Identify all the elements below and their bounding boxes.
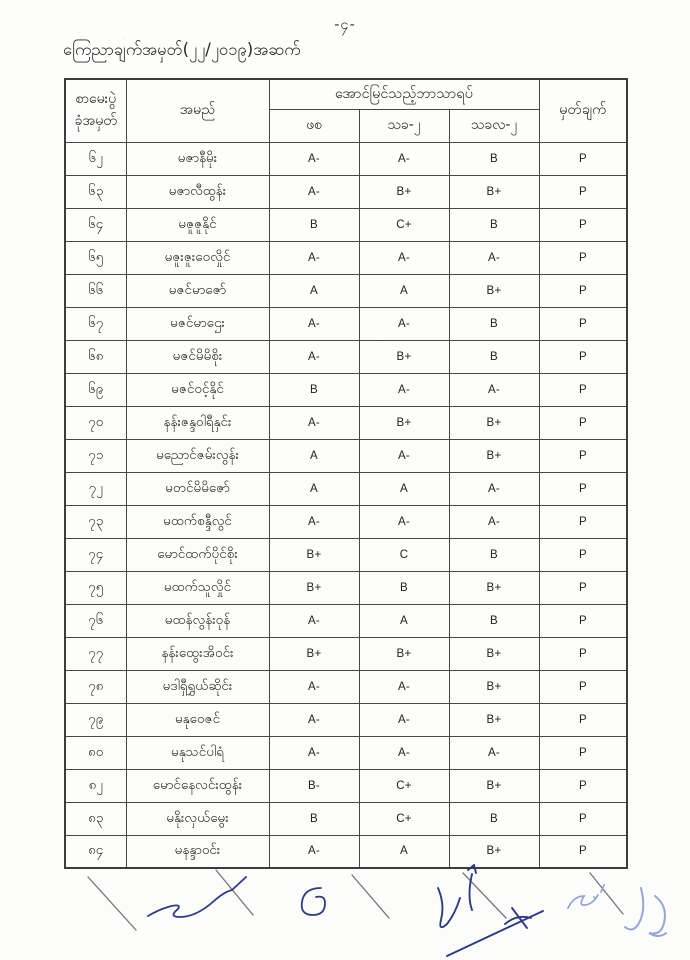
grade-cell-subject-2: A- xyxy=(359,142,449,175)
table-row xyxy=(65,538,627,571)
grade-cell-subject-2: C xyxy=(359,538,449,571)
roll-number-cell: ၇၆ xyxy=(65,604,126,637)
table-row xyxy=(65,340,627,373)
student-name-cell: မဇာနီမိုး xyxy=(126,142,269,175)
signature-ink-dark-blue-1 xyxy=(148,877,246,917)
grade-cell-subject-3: B xyxy=(449,538,539,571)
grade-cell-subject-2: B xyxy=(359,571,449,604)
grade-cell-subject-3: B xyxy=(449,604,539,637)
results-table-container xyxy=(64,78,628,869)
remark-cell: P xyxy=(539,670,627,703)
table-row xyxy=(65,505,627,538)
grade-cell-subject-3: B+ xyxy=(449,670,539,703)
student-name-cell: မဇာလီထွန်း xyxy=(126,175,269,208)
grade-cell-subject-2: C+ xyxy=(359,769,449,802)
student-name-cell: မနုသင်ပါရံ xyxy=(126,736,269,769)
roll-number-cell: ၆၉ xyxy=(65,373,126,406)
grade-cell-subject-1: A xyxy=(269,472,359,505)
remark-cell: P xyxy=(539,637,627,670)
roll-number-cell: ၆၇ xyxy=(65,307,126,340)
student-name-cell: နန်းဇန္ဒဝါရီနှင်း xyxy=(126,406,269,439)
table-row xyxy=(65,472,627,505)
grade-cell-subject-3: B+ xyxy=(449,769,539,802)
grade-cell-subject-2: A- xyxy=(359,703,449,736)
student-name-cell: မဇင်မိမိစိုး xyxy=(126,340,269,373)
roll-number-cell: ၇၀ xyxy=(65,406,126,439)
grade-cell-subject-2: B+ xyxy=(359,340,449,373)
remark-cell: P xyxy=(539,703,627,736)
roll-number-cell: ၈၀ xyxy=(65,736,126,769)
table-row xyxy=(65,175,627,208)
signature-strip xyxy=(0,864,690,960)
student-name-cell: နန်းထွေးအိဝင်း xyxy=(126,637,269,670)
signature-ink-light-blue-1 xyxy=(568,885,604,908)
table-row xyxy=(65,208,627,241)
table-row xyxy=(65,703,627,736)
table-row xyxy=(65,307,627,340)
grade-cell-subject-3: B+ xyxy=(449,406,539,439)
grade-cell-subject-2: A xyxy=(359,472,449,505)
roll-number-cell: ၆၈ xyxy=(65,340,126,373)
student-name-cell: မနန္ဒာဝင်း xyxy=(126,835,269,868)
grade-cell-subject-2: B+ xyxy=(359,406,449,439)
roll-number-cell: ၈၃ xyxy=(65,802,126,835)
grade-cell-subject-3: B+ xyxy=(449,637,539,670)
roll-number-cell: ၇၂ xyxy=(65,472,126,505)
roll-number-cell: ၆၅ xyxy=(65,241,126,274)
table-row xyxy=(65,241,627,274)
student-name-cell: မတင်မိမိဇော် xyxy=(126,472,269,505)
page-number: -၄- xyxy=(334,17,356,33)
grade-cell-subject-2: A- xyxy=(359,505,449,538)
grade-cell-subject-1: A- xyxy=(269,505,359,538)
header-roll-line2: ခုံအမှတ် xyxy=(74,112,117,129)
remark-cell: P xyxy=(539,373,627,406)
table-row xyxy=(65,571,627,604)
grade-cell-subject-3: B xyxy=(449,340,539,373)
remark-cell: P xyxy=(539,307,627,340)
student-name-cell: မဇူဇူနိုင် xyxy=(126,208,269,241)
signature-ink-dark-blue-2 xyxy=(302,888,325,915)
grade-cell-subject-1: A- xyxy=(269,340,359,373)
grade-cell-subject-3: A- xyxy=(449,505,539,538)
grade-cell-subject-2: C+ xyxy=(359,802,449,835)
table-row xyxy=(65,604,627,637)
student-name-cell: မဒါရှီရွှယ်ဆိုင်း xyxy=(126,670,269,703)
remark-cell: P xyxy=(539,835,627,868)
grade-cell-subject-1: A- xyxy=(269,835,359,868)
remark-cell: P xyxy=(539,175,627,208)
table-row xyxy=(65,670,627,703)
remark-cell: P xyxy=(539,142,627,175)
roll-number-cell: ၈၂ xyxy=(65,769,126,802)
grade-cell-subject-3: A- xyxy=(449,373,539,406)
grade-cell-subject-3: B xyxy=(449,307,539,340)
remark-cell: P xyxy=(539,406,627,439)
table-row xyxy=(65,802,627,835)
remark-cell: P xyxy=(539,538,627,571)
header-subject-1: ဖစ xyxy=(269,109,359,142)
roll-number-cell: ၆၂ xyxy=(65,142,126,175)
remark-cell: P xyxy=(539,241,627,274)
grade-cell-subject-3: B+ xyxy=(449,175,539,208)
student-name-cell: မဇင်မာဌေး xyxy=(126,307,269,340)
student-name-cell: မညောင်ဇမ်းလွန်း xyxy=(126,439,269,472)
table-row xyxy=(65,406,627,439)
table-row xyxy=(65,439,627,472)
grade-cell-subject-2: A- xyxy=(359,373,449,406)
pen-stroke-gray-marks xyxy=(88,870,623,930)
roll-number-cell: ၇၅ xyxy=(65,571,126,604)
roll-number-cell: ၇၉ xyxy=(65,703,126,736)
grade-cell-subject-1: A- xyxy=(269,142,359,175)
student-name-cell: မဇူးဇူးဝေလှိုင် xyxy=(126,241,269,274)
grade-cell-subject-1: A- xyxy=(269,241,359,274)
grade-cell-subject-1: A- xyxy=(269,670,359,703)
table-row xyxy=(65,736,627,769)
student-name-cell: မထက်သူလှိုင် xyxy=(126,571,269,604)
grade-cell-subject-2: B+ xyxy=(359,175,449,208)
roll-number-cell: ၇၄ xyxy=(65,538,126,571)
roll-number-cell: ၈၄ xyxy=(65,835,126,868)
grade-cell-subject-1: B xyxy=(269,208,359,241)
roll-number-cell: ၇၈ xyxy=(65,670,126,703)
header-subject-3: သခလ-၂ xyxy=(449,109,539,142)
grade-cell-subject-1: A- xyxy=(269,703,359,736)
signature-ink-dark-blue-3 xyxy=(438,865,543,956)
remark-cell: P xyxy=(539,274,627,307)
grade-cell-subject-3: A- xyxy=(449,472,539,505)
roll-number-cell: ၆၄ xyxy=(65,208,126,241)
grade-cell-subject-1: B xyxy=(269,802,359,835)
remark-cell: P xyxy=(539,802,627,835)
grade-cell-subject-1: A- xyxy=(269,175,359,208)
student-name-cell: မထက်စန္ဒီလွင် xyxy=(126,505,269,538)
grade-cell-subject-1: B+ xyxy=(269,571,359,604)
header-roll-line1: စာမေးပွဲ xyxy=(75,91,117,108)
student-name-cell: မဇင်ဝင့်နိုင် xyxy=(126,373,269,406)
header-name: အမည် xyxy=(126,79,269,142)
grade-cell-subject-3: B xyxy=(449,208,539,241)
roll-number-cell: ၇၇ xyxy=(65,637,126,670)
student-name-cell: မနုဝေဇင် xyxy=(126,703,269,736)
signature-ink-light-blue-2 xyxy=(625,888,666,936)
student-name-cell: မနိုးလှယ်မွေး xyxy=(126,802,269,835)
remark-cell: P xyxy=(539,208,627,241)
grade-cell-subject-2: A xyxy=(359,835,449,868)
table-row xyxy=(65,373,627,406)
header-roll-number xyxy=(65,79,126,142)
grade-cell-subject-2: A xyxy=(359,604,449,637)
header-remark: မှတ်ချက် xyxy=(539,79,627,142)
student-name-cell: မဇင်မာဇော် xyxy=(126,274,269,307)
remark-cell: P xyxy=(539,340,627,373)
grade-cell-subject-1: B+ xyxy=(269,538,359,571)
student-name-cell: မောင်ထက်ပိုင်စိုး xyxy=(126,538,269,571)
grade-cell-subject-2: C+ xyxy=(359,208,449,241)
grade-cell-subject-3: A- xyxy=(449,736,539,769)
roll-number-cell: ၆၃ xyxy=(65,175,126,208)
grade-cell-subject-1: A- xyxy=(269,736,359,769)
grade-cell-subject-1: A xyxy=(269,439,359,472)
remark-cell: P xyxy=(539,505,627,538)
remark-cell: P xyxy=(539,736,627,769)
grade-cell-subject-2: A- xyxy=(359,670,449,703)
grade-cell-subject-3: B+ xyxy=(449,571,539,604)
table-row xyxy=(65,769,627,802)
results-table-body xyxy=(65,142,627,868)
table-row xyxy=(65,142,627,175)
grade-cell-subject-1: A xyxy=(269,274,359,307)
grade-cell-subject-2: B+ xyxy=(359,637,449,670)
grade-cell-subject-2: A- xyxy=(359,241,449,274)
roll-number-cell: ၇၃ xyxy=(65,505,126,538)
remark-cell: P xyxy=(539,439,627,472)
roll-number-cell: ၆၆ xyxy=(65,274,126,307)
remark-cell: P xyxy=(539,604,627,637)
grade-cell-subject-1: A- xyxy=(269,406,359,439)
remark-cell: P xyxy=(539,769,627,802)
grade-cell-subject-3: B+ xyxy=(449,703,539,736)
grade-cell-subject-1: B- xyxy=(269,769,359,802)
grade-cell-subject-3: B xyxy=(449,142,539,175)
grade-cell-subject-3: B+ xyxy=(449,439,539,472)
grade-cell-subject-1: A- xyxy=(269,307,359,340)
grade-cell-subject-2: A xyxy=(359,274,449,307)
table-row xyxy=(65,274,627,307)
grade-cell-subject-1: B+ xyxy=(269,637,359,670)
student-name-cell: မောင်နေလင်းထွန်း xyxy=(126,769,269,802)
grade-cell-subject-3: B+ xyxy=(449,835,539,868)
table-row xyxy=(65,637,627,670)
grade-cell-subject-2: A- xyxy=(359,439,449,472)
header-passed-subjects-group: အောင်မြင်သည့်ဘာသာရပ် xyxy=(269,79,539,109)
grade-cell-subject-3: A- xyxy=(449,241,539,274)
grade-cell-subject-1: B xyxy=(269,373,359,406)
grade-cell-subject-3: B xyxy=(449,802,539,835)
remark-cell: P xyxy=(539,472,627,505)
header-subject-2: သခ-၂ xyxy=(359,109,449,142)
grade-cell-subject-1: A- xyxy=(269,604,359,637)
grade-cell-subject-2: A- xyxy=(359,736,449,769)
exam-results-table xyxy=(64,78,628,869)
grade-cell-subject-3: B+ xyxy=(449,274,539,307)
student-name-cell: မထန်လွန်းဝုန် xyxy=(126,604,269,637)
grade-cell-subject-2: A- xyxy=(359,307,449,340)
roll-number-cell: ၇၁ xyxy=(65,439,126,472)
remark-cell: P xyxy=(539,571,627,604)
announcement-title: ကြေညာချက်အမှတ်(၂၂/၂၀၁၉)အဆက် xyxy=(63,40,301,59)
